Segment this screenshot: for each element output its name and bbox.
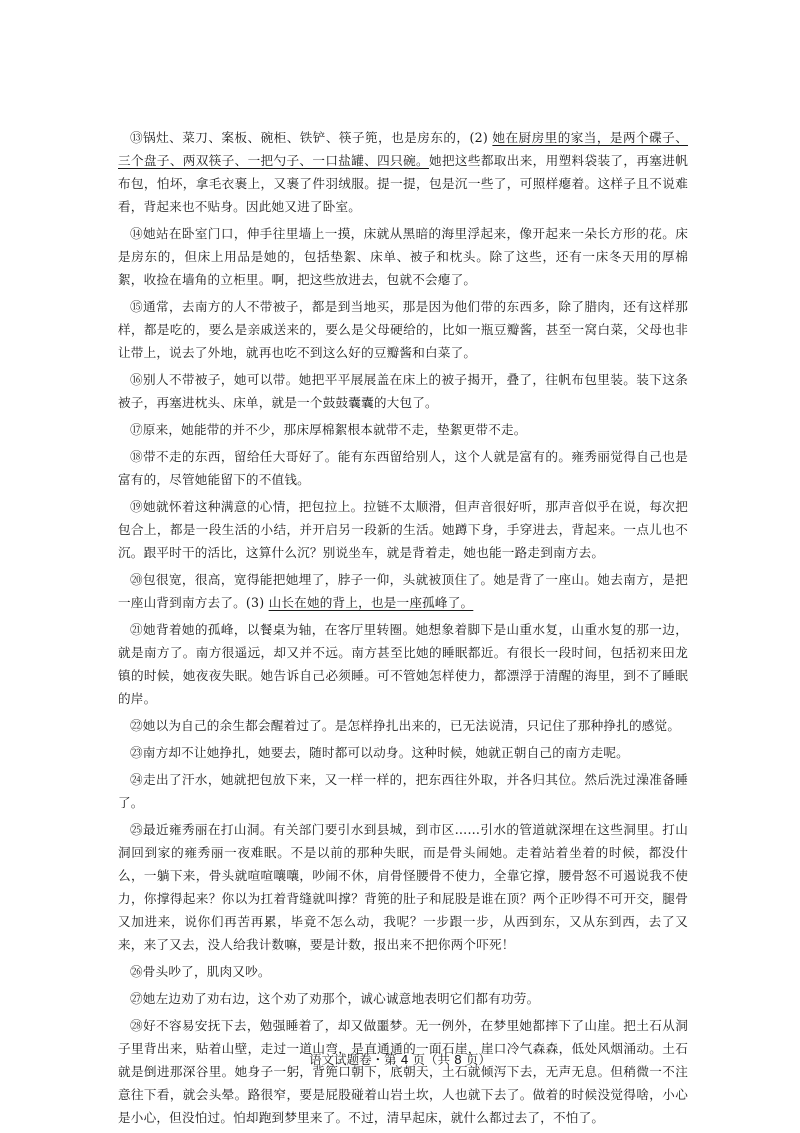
paragraph: [118, 495, 688, 564]
page-footer: 语文试题卷・第 4 页（共 8 页）: [309, 1052, 491, 1067]
paragraph: [118, 714, 688, 737]
paragraph-text: ㉓南方却不让她挣扎，她要去，随时都可以动身。这种时候，她就正朝自己的南方走呢。: [130, 745, 629, 760]
paragraph-text: ⑭她站在卧室门口，伸手往里墙上一摸，床就从黑暗的海里浮起来，像开起来一朵长方形的花。床是房东的，但床上用品是她的，包括垫絮、床单、被子和枕头。除了这些，还有一床冬天用的厚棉絮，收捡在墙角的立柜里。啊，把这些放进去，包就不会瘪了。: [118, 226, 688, 287]
underlined-text: 她在厨房里的家当，是两个碟子、三个盘子、两双筷子、一把勺子、一口盐罐、四只碗。: [118, 130, 689, 168]
paragraph: [118, 568, 688, 614]
paragraph-text: ㉒她以为自己的余生都会醒着过了。是怎样挣扎出来的，已无法说清，只记住了那种挣扎的感觉。: [130, 718, 681, 733]
paragraph: [118, 768, 688, 814]
passage-body: [118, 126, 688, 1133]
paragraph-text: ⑬锅灶、菜刀、案板、碗柜、铁铲、筷子篼，也是房东的，(2): [130, 130, 493, 145]
paragraph: [118, 987, 688, 1010]
paragraph: [118, 960, 688, 983]
underlined-text: 山长在她的背上，也是一座孤峰了。: [268, 595, 474, 610]
paragraph-text: ㉖骨头吵了，肌肉又吵。: [130, 964, 271, 979]
paragraph: [118, 418, 688, 441]
paragraph-text: ⑲她就怀着这种满意的心情，把包拉上。拉链不太顺滑，但声音很好听，那声音似乎在说，每次把包合上，都是一段生活的小结，并开启另一段新的生活。她蹲下身，手穿进去，背起来。一点儿也不沉。跟平时干的活比，这算什么沉？别说坐车，就是背着走，她也能一路走到南方去。: [118, 499, 688, 560]
paragraph-text: ㉗她左边劝了劝右边，这个劝了劝那个，诚心诚意地表明它们都有功劳。: [130, 991, 540, 1006]
paragraph: [118, 741, 688, 764]
paragraph-text: ㉔走出了汗水，她就把包放下来，又一样一样的，把东西往外取，并各归其位。然后洗过澡准备睡了。: [118, 772, 688, 810]
paragraph: [118, 1014, 688, 1129]
paragraph-text: ㉘好不容易安抚下去，勉强睡着了，却又做噩梦。无一例外，在梦里她都摔下了山崖。把土石从洞子里背出来，贴着山壁，走过一道山弯，是直通通的一面石崖，崖口冷气森森，低处风烟涌动。土石就是倒进那深谷里。她身子一躬，背篼口朝下，底朝天，土石就倾泻下去，无声无息。但稍微一不注意往下看，就会头晕。路很窄，要是屁股碰着山岩土坎，人也就下去了。做着的时候没觉得啥，小心是小心，但没怕过。怕却跑到梦里来了。不过，清早起床，就什么都过去了，不怕了。: [118, 1018, 688, 1125]
paragraph-text: ㉑她背着她的孤峰，以餐桌为轴，在客厅里转圈。她想象着脚下是山重水复，山重水复的那一边，就是南方了。南方很遥远，却又并不远。南方甚至比她的睡眠都近。有很长一段时间，包括初来田龙镇的时候，她夜夜失眠。她告诉自己必须睡。可不管她怎样使力，都漂浮于清醒的海里，到不了睡眠的岸。: [118, 622, 688, 706]
paragraph: [118, 818, 688, 956]
paragraph-text: ⑮通常，去南方的人不带被子，都是到当地买，那是因为他们带的东西多，除了腊肉，还有这样那样，都是吃的，要么是亲戚送来的，要么是父母硬给的，比如一瓶豆瓣酱，甚至一窝白菜，父母也非让带上，说去了外地，就再也吃不到这么好的豆瓣酱和白菜了。: [118, 299, 688, 360]
paragraph-text: ⑯别人不带被子，她可以带。她把平平展展盖在床上的被子揭开，叠了，往帆布包里装。装下这条被子，再塞进枕头、床单，就是一个鼓鼓囊囊的大包了。: [118, 372, 688, 410]
paragraph-text: 她把这些都取出来，用塑料袋装了，再塞进帆布包，怕坏，拿毛衣裹上，又裹了件羽绒服。提一提，包是沉一些了，可照样瘪着。这样子且不说难看，背起来也不贴身。因此她又进了卧室。: [118, 153, 688, 214]
paragraph: [118, 126, 688, 218]
paragraph: [118, 618, 688, 710]
paragraph: [118, 445, 688, 491]
paragraph-text: ⑰原来，她能带的并不少，那床厚棉絮根本就带不走，垫絮更带不走。: [130, 422, 527, 437]
paragraph: [118, 368, 688, 414]
paragraph-text: ⑳包很宽，很高，宽得能把她埋了，脖子一仰，头就被顶住了。她是背了一座山。她去南方，是把一座山背到南方去了。(3): [118, 572, 688, 610]
paragraph: [118, 222, 688, 291]
paragraph: [118, 295, 688, 364]
paragraph-text: ㉕最近雍秀丽在打山洞。有关部门要引水到县城，到市区……引水的管道就深埋在这些洞里。打山洞回到家的雍秀丽一夜难眠。不是以前的那种失眠，而是骨头闹她。走着站着坐着的时候，都没什么，一躺下来，骨头就喧喧嚷嚷，吵闹不休，肩骨怪腰骨不使力，全靠它撑，腰骨怒不可遏说我不使力，你撑得起来？你以为扛着背缝就叫撑？背篼的肚子和屁股是谁在顶？两个正吵得不可开交，腿骨又加进来，说你们再苦再累，毕竟不怎么动，我呢？一步跟一步，从西到东，又从东到西，去了又来，来了又去，没人给我计数嘛，要是计数，报出来不把你两个吓死！: [118, 822, 688, 952]
paragraph-text: ⑱带不走的东西，留给任大哥好了。能有东西留给别人，这个人就是富有的。雍秀丽觉得自己也是富有的，尽管她能留下的不值钱。: [118, 449, 688, 487]
